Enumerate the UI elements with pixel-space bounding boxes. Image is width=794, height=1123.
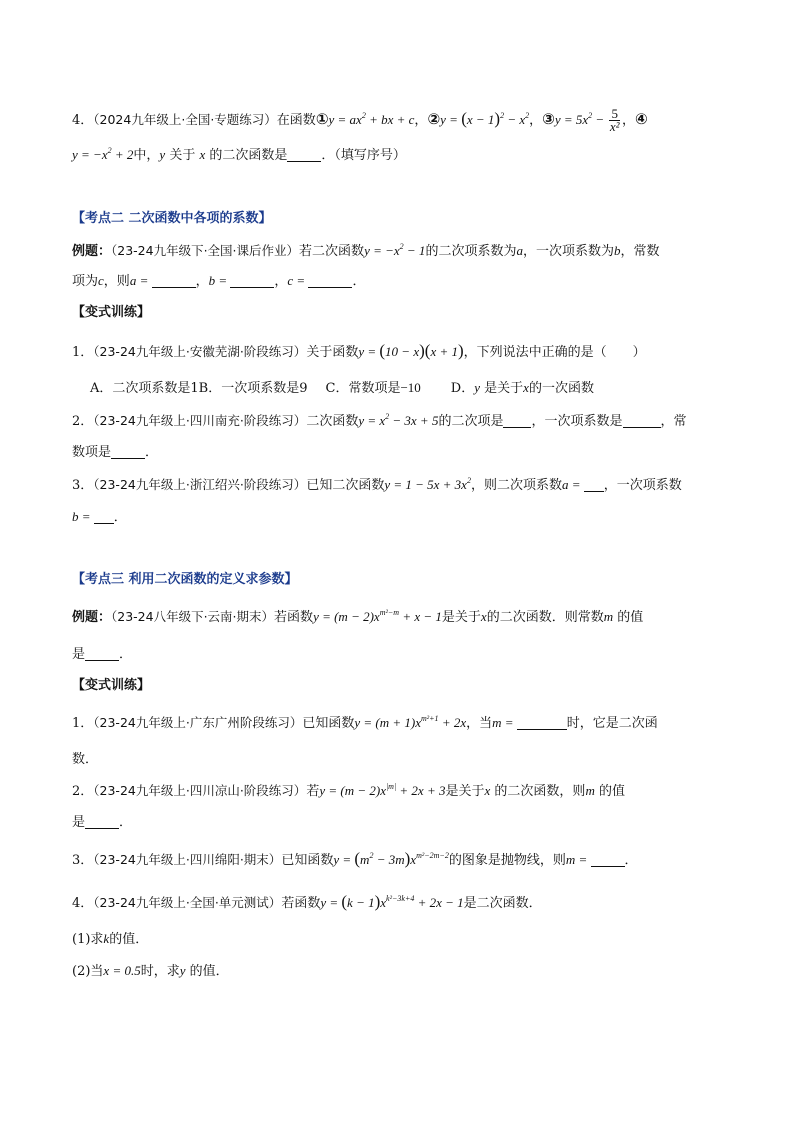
fraction: $\frac{5}{\text{x²}}$ <box>609 106 620 134</box>
question-source: （2024九年级上·全国·专题练习） <box>93 112 277 127</box>
function-4: $y = -x^2 + 2$ <box>72 146 134 162</box>
option-a[interactable]: A．二次项系数是1 <box>90 381 199 396</box>
s3-question-1-line-2: 数． <box>72 752 99 767</box>
answer-blank[interactable] <box>584 478 604 492</box>
s3-question-2-line-2: 是 ． <box>72 815 133 830</box>
s2-question-2: 2．（23-24九年级上·四川南充·阶段练习）二次函数$y = x^2 - 3x + 5$的二次项是 ，一次项系数是 ，常 <box>72 412 687 429</box>
s2-question-3-line-2: b = ． <box>72 509 127 525</box>
s3-question-3: 3．（23-24九年级上·四川绵阳·期末）已知函数$y = (m^2 - 3m)x^{m^2-2m-2}$的图象是抛物线，则m = ． <box>72 849 638 868</box>
option-c[interactable]: C．常数项是−10 <box>325 380 421 396</box>
s3-example-line-2: 是 ． <box>72 647 133 662</box>
question-text: 在函数 <box>276 113 316 128</box>
question-4-line-2: $y = -x^2 + 2$中，y 关于 x 的二次函数是 ．（填写序号） <box>72 146 406 163</box>
answer-blank[interactable] <box>623 414 661 428</box>
answer-blank[interactable] <box>503 414 531 428</box>
s3-question-1: 1．（23-24九年级上·广东广州阶段练习）已知函数$y = (m + 1)x^{m^2+1} + 2x$，当m = 时，它是二次函 <box>72 714 658 731</box>
s2-question-2-line-2: 数项是 ． <box>72 445 159 460</box>
option-b[interactable]: B．一次项系数是9 <box>198 381 308 396</box>
question-number: 4． <box>72 113 94 128</box>
section-title: 【考点三 利用二次函数的定义求参数】 <box>72 572 298 587</box>
answer-blank[interactable] <box>111 445 145 459</box>
function-2: $y = (x - 1)^2 - x^2$ <box>440 109 530 128</box>
function-3: $y = 5x^2$ − <box>554 111 608 127</box>
circled-number-3: ③ <box>542 110 555 128</box>
circled-number-2: ② <box>427 110 441 128</box>
separator: ， <box>529 113 543 128</box>
option-d[interactable]: D．y 是关于x的一次函数 <box>450 380 594 396</box>
section-title: 【考点二 二次函数中各项的系数】 <box>72 211 272 226</box>
s3-question-4: 4．（23-24九年级上·全国·单元测试）若函数$y = (k - 1)x^{k^2-3k+4} + 2x - 1$是二次函数． <box>72 892 542 911</box>
answer-blank[interactable] <box>517 716 567 730</box>
question-4-line-1 <box>72 108 648 133</box>
s3-question-4-part-1: (1)求k的值． <box>72 931 149 947</box>
separator: ， <box>414 113 428 128</box>
answer-blank[interactable] <box>308 274 352 288</box>
circled-number-1: ① <box>315 110 329 128</box>
answer-blank[interactable] <box>287 148 321 162</box>
circled-number-4: ④ <box>634 110 648 128</box>
answer-blank[interactable] <box>152 274 196 288</box>
function-1: $y = ax^2$ + bx + c <box>328 111 415 127</box>
answer-blank[interactable] <box>85 647 119 661</box>
example-line-1: 例题：（23-24九年级下·全国·课后作业）若二次函数$y = -x^2 - 1$的二次项系数为a，一次项系数为b，常数 <box>72 242 660 259</box>
answer-blank[interactable] <box>94 510 114 524</box>
separator: ， <box>621 113 635 128</box>
s3-question-4-part-2: (2)当x = 0.5时，求y 的值． <box>72 963 229 979</box>
s2-question-3: 3．（23-24九年级上·浙江绍兴·阶段练习）已知二次函数$y = 1 - 5x + 3x^2$，则二次项系数a = ，一次项系数 <box>72 476 682 493</box>
s3-question-2: 2．（23-24九年级上·四川凉山·阶段练习）若$y = (m - 2)x^{|m|} + 2x + 3$是关于x 的二次函数，则m 的值 <box>72 782 625 799</box>
practice-title: 【变式训练】 <box>72 305 151 320</box>
answer-blank[interactable] <box>591 853 625 867</box>
answer-blank[interactable] <box>85 815 119 829</box>
practice-title: 【变式训练】 <box>72 678 151 693</box>
s3-example-line-1: 例题：（23-24八年级下·云南·期末）若函数$y = (m - 2)x^{m^2-m} + x - 1$是关于x的二次函数．则常数m 的值 <box>72 608 644 625</box>
example-line-2: 项为c，则a = ，b = ，c = ． <box>72 273 366 289</box>
s2-question-1-options <box>90 379 594 398</box>
answer-blank[interactable] <box>230 274 274 288</box>
s2-question-1: 1．（23-24九年级上·安徽芜湖·阶段练习）关于函数y = (10 − x)(x + 1)，下列说法中正确的是（ ） <box>72 341 646 360</box>
